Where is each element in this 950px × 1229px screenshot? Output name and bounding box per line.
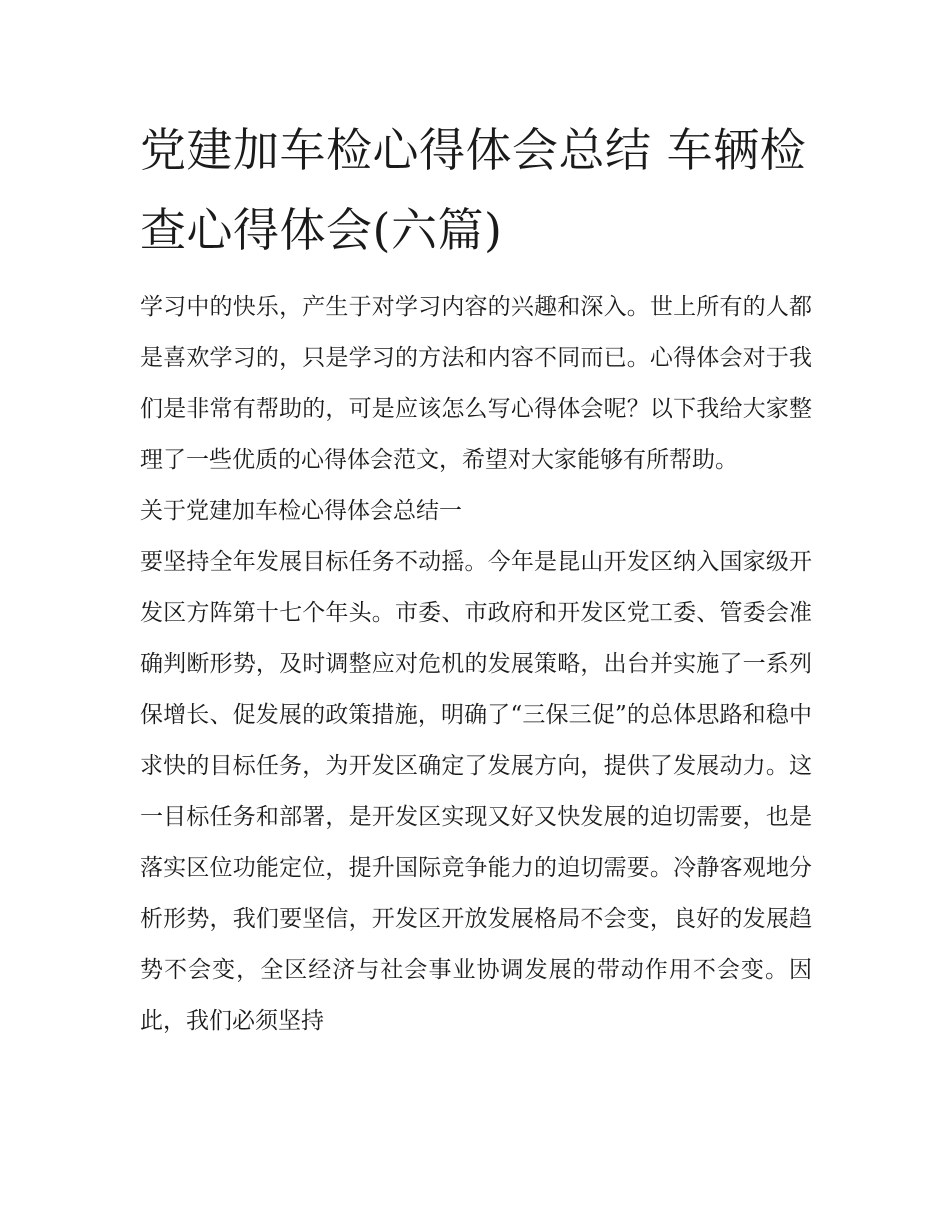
section-heading: 关于党建加车检心得体会总结一 bbox=[140, 498, 462, 524]
document-title: 党建加车检心得体会总结 车辆检查心得体会(六篇) bbox=[140, 123, 807, 257]
intro-paragraph: 学习中的快乐，产生于对学习内容的兴趣和深入。世上所有的人都是喜欢学习的，只是学习的方法和内容不同而已。心得体会对于我们是非常有帮助的，可是应该怎么写心得体会呢？以下我给大家整理了一些优质的心得体会范文，希望对大家能够有所帮助。 bbox=[140, 294, 812, 473]
body-paragraph: 要坚持全年发展目标任务不动摇。今年是昆山开发区纳入国家级开发区方阵第十七个年头。市委、市政府和开发区党工委、管委会准确判断形势，及时调整应对危机的发展策略，出台并实施了一系列保增长、促发展的政策措施，明确了“三保三促”的总体思路和稳中求快的目标任务，为开发区确定了发展方向，提供了发展动力。这一目标任务和部署，是开发区实现又好又快发展的迫切需要，也是落实区位功能定位，提升国际竞争能力的迫切需要。冷静客观地分析形势，我们要坚信，开发区开放发展格局不会变，良好的发展趋势不会变，全区经济与社会事业协调发展的带动作用不会变。因此，我们必须坚持 bbox=[140, 549, 812, 1034]
document-page bbox=[140, 110, 812, 1047]
